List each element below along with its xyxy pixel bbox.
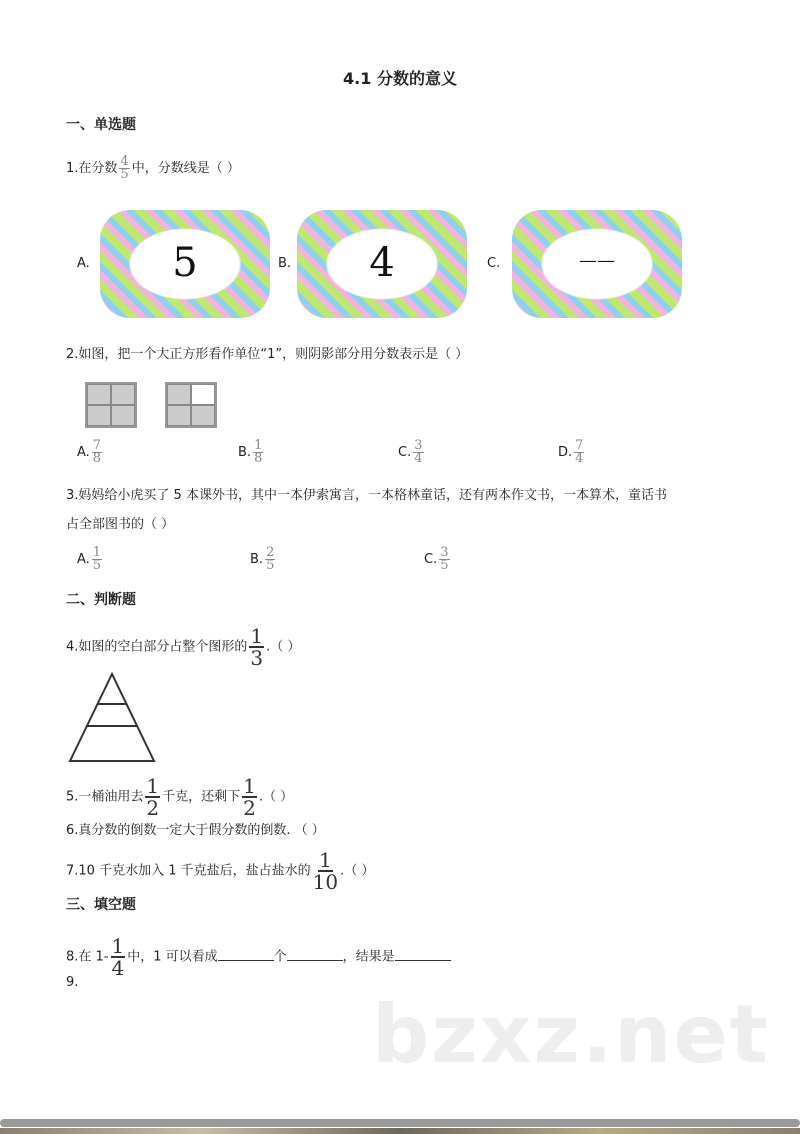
option-c[interactable]: C. $\frac{3}{4}$: [398, 438, 423, 466]
option-label[interactable]: B.: [278, 256, 292, 271]
answer-blank[interactable]: [287, 960, 343, 961]
question-8: 8.在 1- $\frac{1}{4}$ 中，1 可以看成 个 ，结果是: [66, 936, 451, 978]
question-3-line2: 占全部图书的（ ）: [66, 517, 175, 532]
horizontal-scrollbar[interactable]: [0, 1119, 800, 1127]
option-label[interactable]: A.: [77, 256, 90, 271]
option-b[interactable]: B. $\frac{1}{8}$: [238, 438, 263, 466]
flower-frame-image: 5: [100, 210, 270, 318]
question-3-line1: 3.妈妈给小虎买了 5 本课外书，其中一本伊索寓言，一本格林童话，还有两本作文书，一本算术，童话书: [66, 488, 667, 503]
option-a[interactable]: A. $\frac{7}{8}$: [77, 438, 102, 466]
q1-text: 中，分数线是（ ）: [131, 161, 240, 176]
section-heading: 二、判断题: [66, 592, 136, 608]
option-d[interactable]: D. $\frac{7}{4}$: [558, 438, 584, 466]
answer-blank[interactable]: [218, 960, 274, 961]
q1-text: 1.在分数: [66, 161, 118, 176]
fraction: $\frac{4}{5}$: [120, 154, 129, 182]
square-figure-partial: [165, 382, 217, 428]
watermark: bzxz.net: [372, 988, 770, 1081]
question-7: 7.10 千克水加入 1 千克盐后，盐占盐水的 $\frac{1}{10}$ .（ ）: [66, 848, 375, 894]
page-title: 4.1 分数的意义: [343, 69, 457, 88]
question-9: 9.: [66, 975, 79, 990]
section-heading: 三、填空题: [66, 897, 136, 913]
question-1: [66, 156, 240, 181]
question-4: 4.如图的空白部分占整个图形的 $\frac{1}{3}$ .（ ）: [66, 624, 301, 670]
option-b[interactable]: B. $\frac{2}{5}$: [250, 545, 275, 573]
question-5: 5.一桶油用去 $\frac{1}{2}$ 千克，还剩下 $\frac{1}{2}$ .（ ）: [66, 774, 294, 820]
flower-frame-image: 4: [297, 210, 467, 318]
square-figure-full: [85, 382, 137, 428]
section-heading: 一、单选题: [66, 117, 136, 133]
option-c[interactable]: C. $\frac{3}{5}$: [424, 545, 449, 573]
question-6: 6.真分数的倒数一定大于假分数的倒数. （ ）: [66, 823, 325, 838]
option-a[interactable]: A. $\frac{1}{5}$: [77, 545, 102, 573]
answer-blank[interactable]: [395, 960, 451, 961]
flower-frame-image: ——: [512, 210, 682, 318]
question-2: 2.如图，把一个大正方形看作单位“1”，则阴影部分用分数表示是（ ）: [66, 347, 469, 362]
background-strip: [0, 1128, 800, 1134]
triangle-figure: [68, 672, 156, 764]
option-label[interactable]: C.: [487, 256, 501, 271]
